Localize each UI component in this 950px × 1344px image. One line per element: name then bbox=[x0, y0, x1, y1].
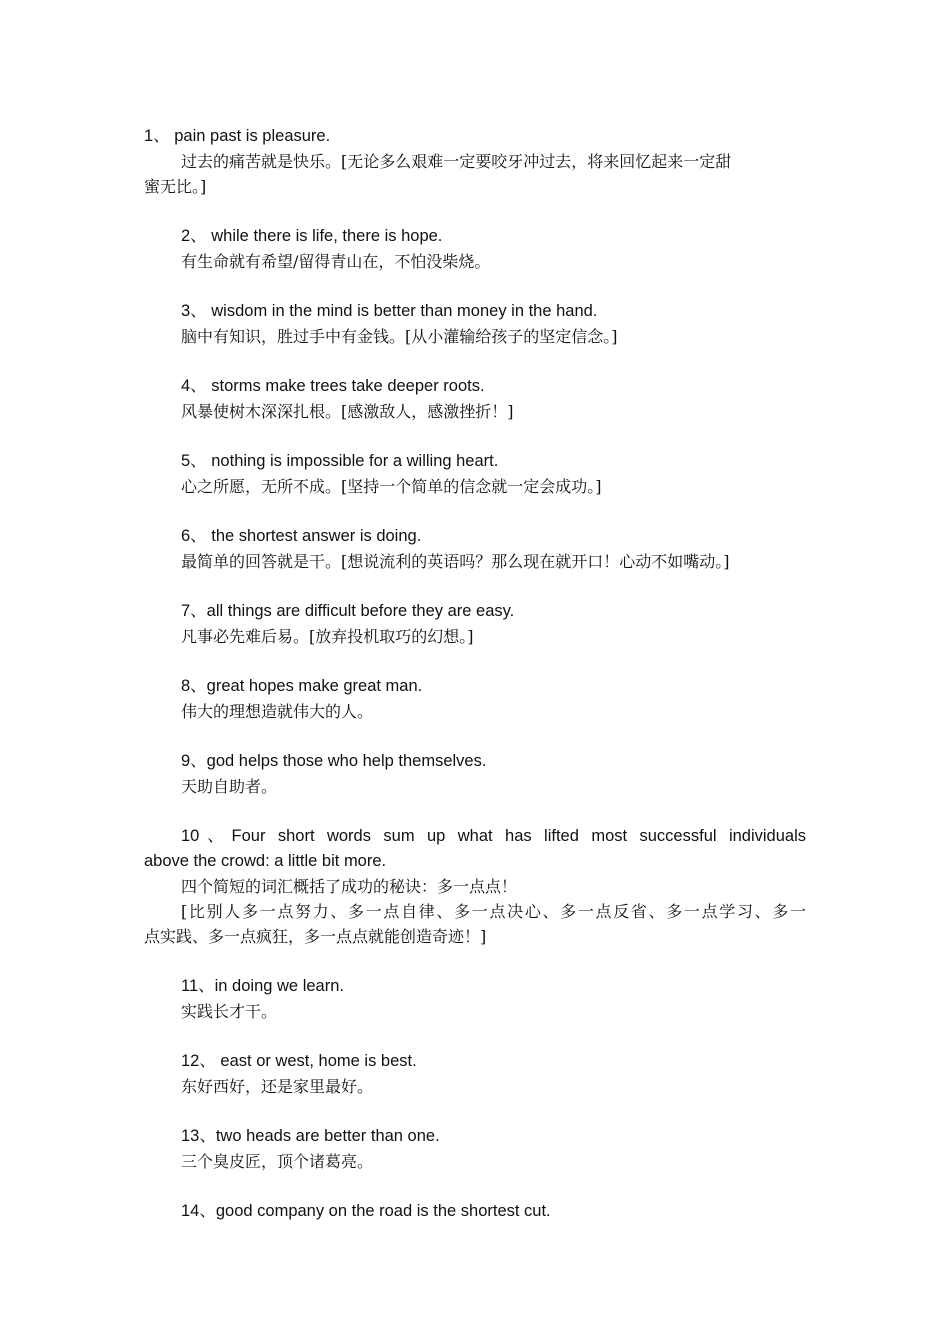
proverb-chinese: 有生命就有希望/留得青山在，不怕没柴烧。 bbox=[181, 252, 491, 271]
proverb-english: 13、two heads are better than one. bbox=[181, 1127, 440, 1145]
proverb-english: 12、 east or west, home is best. bbox=[181, 1052, 417, 1070]
proverb-english: 4、 storms make trees take deeper roots. bbox=[181, 377, 485, 395]
proverb-english-continued: above the crowd: a little bit more. bbox=[144, 852, 387, 870]
proverb-chinese: 实践长才干。 bbox=[181, 1002, 278, 1021]
proverb-entry bbox=[144, 974, 806, 1024]
proverb-english: 10、Four short words sum up what has lifted most successful individuals bbox=[181, 827, 806, 845]
document-page bbox=[144, 124, 806, 1224]
proverb-english: 7、all things are difficult before they are easy. bbox=[181, 602, 515, 620]
proverb-entry bbox=[144, 749, 806, 799]
proverb-english: 5、 nothing is impossible for a willing heart. bbox=[181, 452, 499, 470]
proverb-chinese: 凡事必先难后易。[放弃投机取巧的幻想。] bbox=[181, 627, 474, 646]
proverb-english: 6、 the shortest answer is doing. bbox=[181, 527, 422, 545]
proverb-english: 2、 while there is life, there is hope. bbox=[181, 227, 443, 245]
proverb-chinese: 四个简短的词汇概括了成功的秘诀：多一点点！ bbox=[181, 877, 518, 896]
proverb-chinese: 心之所愿，无所不成。[坚持一个简单的信念就一定会成功。] bbox=[181, 477, 602, 496]
proverb-entry bbox=[144, 599, 806, 649]
proverb-english: 9、god helps those who help themselves. bbox=[181, 752, 487, 770]
proverb-chinese: 脑中有知识，胜过手中有金钱。[从小灌输给孩子的坚定信念。] bbox=[181, 327, 618, 346]
proverb-english: 8、great hopes make great man. bbox=[181, 677, 423, 695]
proverb-entry bbox=[144, 1199, 806, 1224]
proverb-entry bbox=[144, 524, 806, 574]
proverb-entry bbox=[144, 449, 806, 499]
proverb-chinese: 风暴使树木深深扎根。[感激敌人，感激挫折！] bbox=[181, 402, 514, 421]
proverb-chinese-note: [比别人多一点努力、多一点自律、多一点决心、多一点反省、多一点学习、多一 bbox=[181, 902, 806, 921]
proverb-chinese: 最简单的回答就是干。[想说流利的英语吗？那么现在就开口！心动不如嘴动。] bbox=[181, 552, 730, 571]
proverb-chinese-note-continued: 点实践、多一点疯狂，多一点点就能创造奇迹！] bbox=[144, 927, 487, 946]
proverb-english: 14、good company on the road is the shortest cut. bbox=[181, 1202, 551, 1220]
proverb-entry bbox=[144, 124, 806, 199]
proverb-entry bbox=[144, 674, 806, 724]
proverb-english: 1、 pain past is pleasure. bbox=[144, 127, 331, 145]
proverb-entry bbox=[144, 1049, 806, 1099]
proverb-chinese: 过去的痛苦就是快乐。[无论多么艰难一定要咬牙冲过去，将来回忆起来一定甜 bbox=[181, 152, 732, 171]
proverb-entry bbox=[144, 299, 806, 349]
proverb-entry bbox=[144, 224, 806, 274]
proverb-entry bbox=[144, 824, 806, 949]
proverb-english: 3、 wisdom in the mind is better than money in the hand. bbox=[181, 302, 598, 320]
proverb-entry bbox=[144, 374, 806, 424]
proverb-chinese: 伟大的理想造就伟大的人。 bbox=[181, 702, 374, 721]
proverb-chinese: 天助自助者。 bbox=[181, 777, 278, 796]
proverb-chinese-continued: 蜜无比。] bbox=[144, 177, 207, 196]
proverb-english: 11、in doing we learn. bbox=[181, 977, 344, 995]
proverb-chinese: 三个臭皮匠，顶个诸葛亮。 bbox=[181, 1152, 374, 1171]
proverb-entry bbox=[144, 1124, 806, 1174]
proverb-chinese: 东好西好，还是家里最好。 bbox=[181, 1077, 374, 1096]
